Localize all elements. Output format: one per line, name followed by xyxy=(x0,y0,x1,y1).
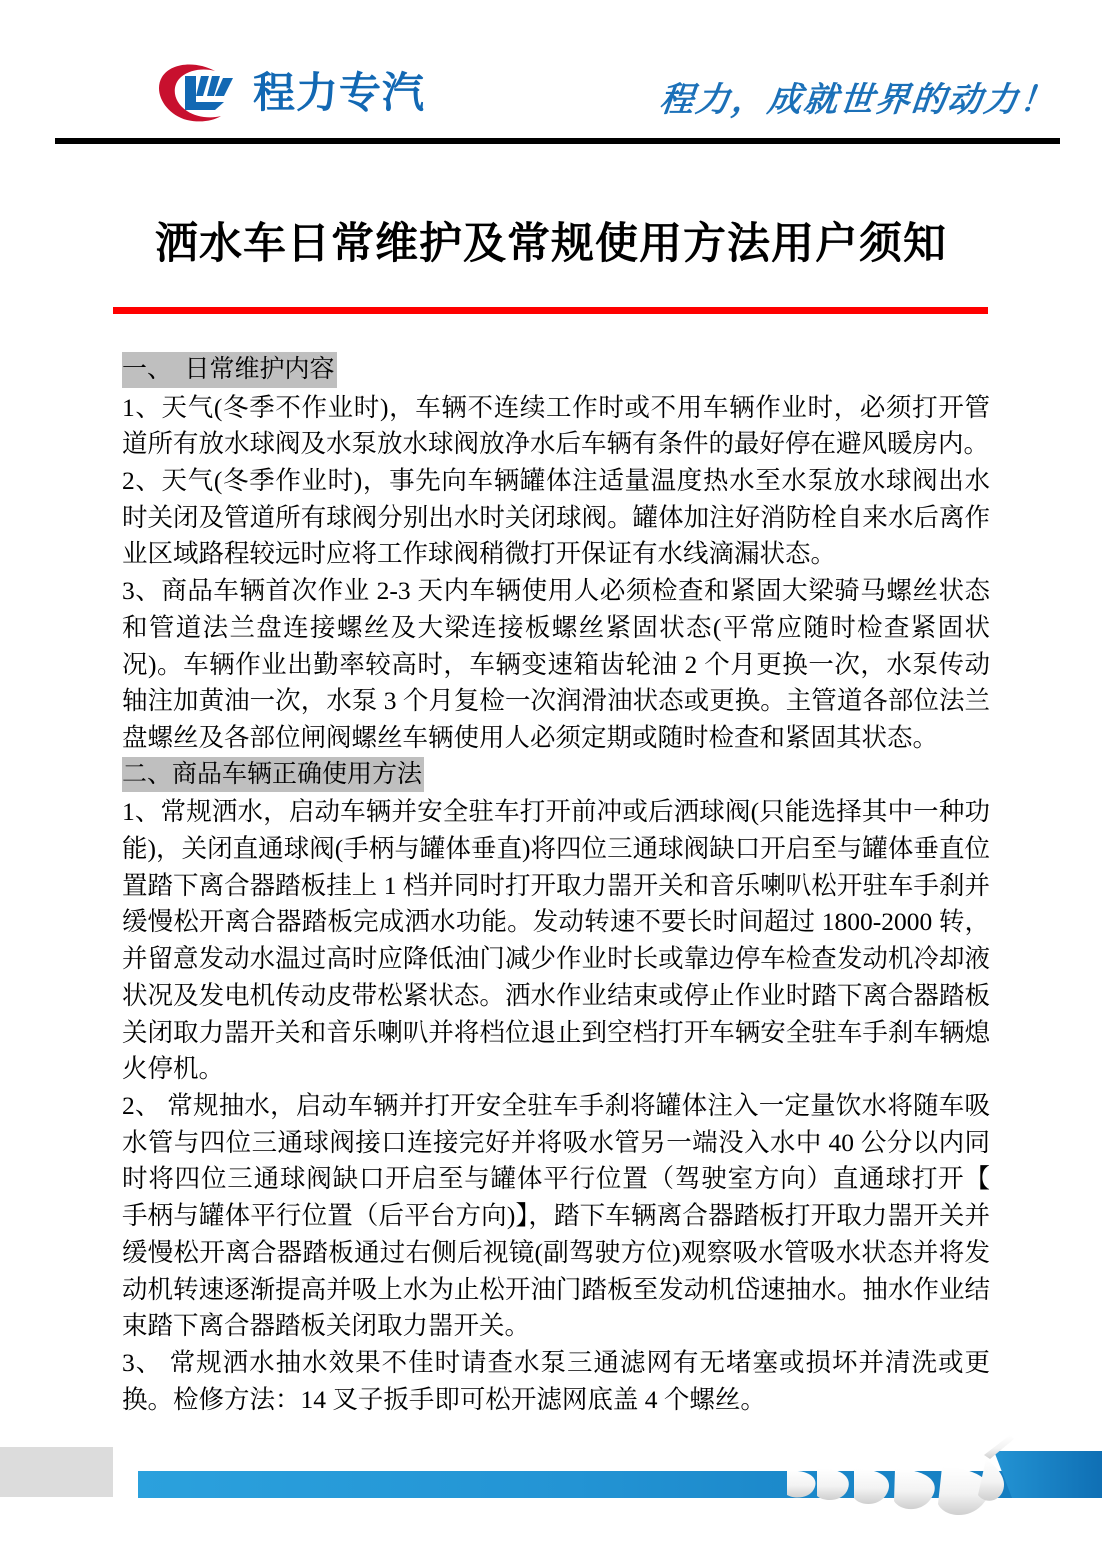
paragraph: 1、天气(冬季不作业时)，车辆不连续工作时或不用车辆作业时，必须打开管道所有放水球阀及水泵放水球阀放净水后车辆有条件的最好停在避风暖房内。 xyxy=(122,392,990,459)
page-title: 洒水车日常维护及常规使用方法用户须知 xyxy=(155,220,947,268)
paragraph: 3、商品车辆首次作业 2-3 天内车辆使用人必须检查和紧固大梁骑马螺丝状态和管道法兰盘连接螺丝及大梁连接板螺丝紧固状态(平常应随时检查紧固状况)。车辆作业出勤率较高时，车辆变速箱齿轮油 2 个月更换一次，水泵传动轴注加黄油一次，水泵 3 个月复检一次润滑油状态或更换。主管道各部位法兰盘螺丝及各部位闸阀螺丝车辆使用人必须定期或随时检查和紧固其状态。 xyxy=(122,576,990,752)
section-correct-usage xyxy=(122,757,990,1419)
section-heading: 二、商品车辆正确使用方法 xyxy=(122,757,424,793)
page-header xyxy=(0,0,1102,150)
brand-logo xyxy=(155,62,425,124)
chengli-logo-icon xyxy=(155,62,247,124)
title-underline-rule xyxy=(113,307,988,314)
paragraph: 3、 常规洒水抽水效果不佳时请查水泵三通滤网有无堵塞或损坏并清洗或更换。检修方法：14 叉子扳手即可松开滤网底盖 4 个螺丝。 xyxy=(122,1347,990,1414)
logo-wordmark: 程力专汽 xyxy=(253,69,426,116)
footer-gray-block xyxy=(0,1447,113,1497)
section-daily-maintenance xyxy=(122,352,990,757)
paragraph: 2、 常规抽水，启动车辆并打开安全驻车手刹将罐体注入一定量饮水将随车吸水管与四位三通球阀接口连接完好并将吸水管另一端没入水中 40 公分以内同时将四位三通球阀缺口开启至与罐体平行位置（驾驶室方向）直通球打开【 手柄与罐体平行位置（后平台方向)】，踏下车辆离合器踏板打开取力噐开关并缓慢松开离合器踏板通过右侧后视镜(副驾驶方位)观察吸水管吸水状态并将发动机转速逐渐提高并吸上水为止松开油门踏板至发动机岱速抽水。抽水作业结束踏下离合器踏板关闭取力噐开关。 xyxy=(122,1090,990,1341)
paragraph: 2、天气(冬季作业时)，事先向车辆罐体注适量温度热水至水泵放水球阀出水时关闭及管道所有球阀分别出水时关闭球阀。罐体加注好消防栓自来水后离作业区域路程较远时应将工作球阀稍微打开保证有水线滴漏状态。 xyxy=(122,465,990,569)
ribbon-swoosh-icon xyxy=(762,1399,1102,1559)
header-divider-rule xyxy=(55,138,1060,144)
section-heading: 一、 日常维护内容 xyxy=(122,352,337,388)
paragraph: 1、常规洒水，启动车辆并安全驻车打开前冲或后洒球阀(只能选择其中一种功能)，关闭直通球阀(手柄与罐体垂直)将四位三通球阀缺口开启至与罐体垂直位置踏下离合器踏板挂上 1 档并同时打开取力噐开关和音乐喇叭松开驻车手刹并缓慢松开离合器踏板完成洒水功能。发动转速不要长时间超过 1800-2000 转，并留意发动水温过高时应降低油门减少作业时长或靠边停车检查发动机冷却液状况及发电机传动皮带松紧状态。洒水作业结束或停止作业时踏下离合器踏板关闭取力噐开关和音乐喇叭并将档位退止到空档打开车辆安全驻车手刹车辆熄火停机。 xyxy=(122,797,990,1084)
document-body xyxy=(122,352,990,1418)
page-footer xyxy=(0,1399,1102,1559)
brand-slogan: 程力，成就世界的动力！ xyxy=(657,82,1058,119)
